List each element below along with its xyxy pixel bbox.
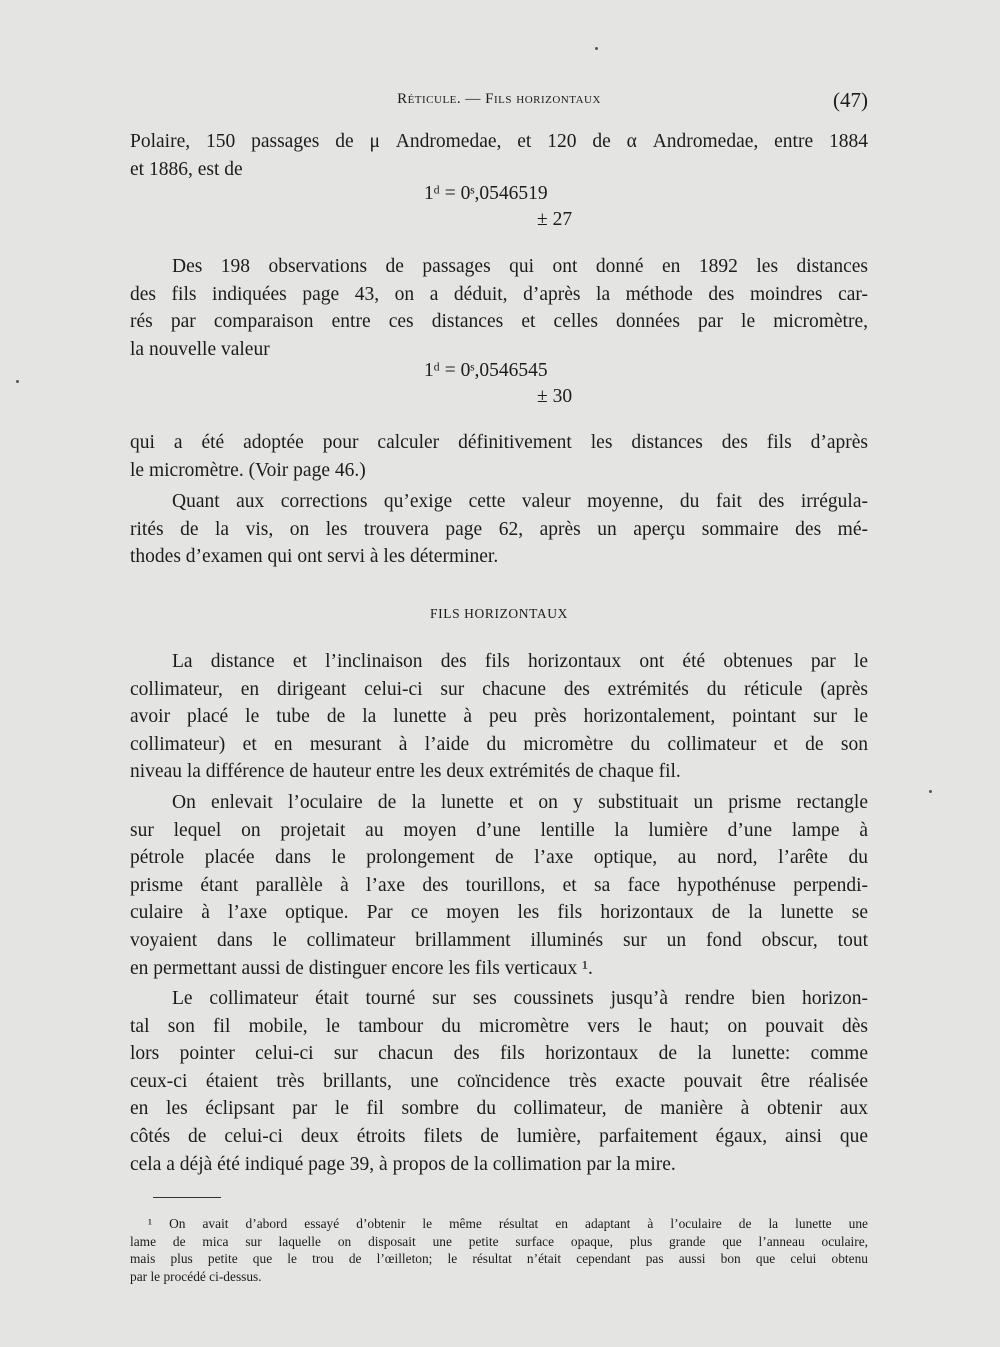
text-line: ceux-ci étaient très brillants, une coïncidence très exacte pouvait être réalisée xyxy=(130,1070,868,1092)
text-line: collimateur) et en mesurant à l’aide du micromètre du collimateur et de son xyxy=(130,733,868,755)
paragraph-corrections xyxy=(130,488,868,571)
running-title: Réticule. — Fils horizontaux xyxy=(397,91,601,107)
text-line: voyaient dans le collimateur brillamment illuminés sur un fond obscur, tout xyxy=(130,929,868,951)
footnote-rule xyxy=(153,1197,221,1198)
text-line: des fils indiquées page 43, on a déduit, d’après la méthode des moindres car- xyxy=(130,283,868,305)
formula-value: 1ᵈ = 0ˢ,0546519 xyxy=(424,183,548,204)
text-line: niveau la différence de hauteur entre les deux extrémités de chaque fil. xyxy=(130,761,681,783)
footnote-line: mais plus petite que le trou de l’œilleton; le résultat n’était cependant pas aussi bon que celui obtenu xyxy=(130,1251,868,1267)
text-line: Le collimateur était tourné sur ses coussinets jusqu’à rendre bien horizon- xyxy=(172,988,868,1009)
text-line: On enlevait l’oculaire de la lunette et on y substituait un prisme rectangle xyxy=(172,792,868,813)
footnote-line: ¹ On avait d’abord essayé d’obtenir le même résultat en adaptant à l’oculaire de la lunette une xyxy=(148,1216,868,1231)
page-number: (47) xyxy=(833,88,868,112)
text-line: rés par comparaison entre ces distances et celles données par le micromètre, xyxy=(130,311,868,333)
formula-error: ± 30 xyxy=(537,386,573,407)
paragraph-prism xyxy=(130,789,868,982)
text-line: et 1886, est de xyxy=(130,158,243,180)
text-line: cela a déjà été indiqué page 39, à propos de la collimation par la mire. xyxy=(130,1153,676,1175)
text-line: la nouvelle valeur xyxy=(130,338,270,360)
text-line: pétrole placée dans le prolongement de l’axe optique, au nord, l’arête du xyxy=(130,847,868,869)
text-line: tal son fil mobile, le tambour du micromètre vers le haut; on pouvait dès xyxy=(130,1015,868,1037)
paragraph-collimator xyxy=(130,985,868,1178)
text-line: qui a été adoptée pour calculer définitivement les distances des fils d’après xyxy=(130,432,868,453)
paragraph-observations xyxy=(130,253,868,363)
text-line: en permettant aussi de distinguer encore les fils verticaux ¹. xyxy=(130,957,593,979)
paper-speck xyxy=(595,47,598,50)
text-line: La distance et l’inclinaison des fils horizontaux ont été obtenues par le xyxy=(172,651,868,672)
text-line: Polaire, 150 passages de μ Andromedae, et 120 de α Andromedae, entre 1884 xyxy=(130,131,868,152)
formula-value: 1ᵈ = 0ˢ,0546545 xyxy=(424,360,548,381)
text-line: côtés de celui-ci deux étroits filets de lumière, parfaitement égaux, ainsi que xyxy=(130,1125,868,1147)
text-line: sur lequel on projetait au moyen d’une lentille la lumière d’une lampe à xyxy=(130,819,868,841)
paragraph-adopted xyxy=(130,429,868,484)
footnote xyxy=(130,1215,868,1285)
footnote-line: par le procédé ci-dessus. xyxy=(130,1268,262,1284)
text-line: en les éclipsant par le fil sombre du collimateur, de manière à obtenir aux xyxy=(130,1098,868,1120)
paper-speck xyxy=(929,790,932,793)
text-line: rités de la vis, on les trouvera page 62, après un aperçu sommaire des mé- xyxy=(130,518,868,540)
footnote-line: lame de mica sur laquelle on disposait une petite surface opaque, plus grande que l’anneau oculaire, xyxy=(130,1233,868,1249)
section-heading: FILS HORIZONTAUX xyxy=(430,606,568,621)
text-line: Quant aux corrections qu’exige cette valeur moyenne, du fait des irrégula- xyxy=(172,491,868,512)
formula-error: ± 27 xyxy=(537,209,573,230)
text-line: le micromètre. (Voir page 46.) xyxy=(130,459,366,481)
text-line: prisme étant parallèle à l’axe des tourillons, et sa face hypothénuse perpendi- xyxy=(130,874,868,896)
text-line: Des 198 observations de passages qui ont donné en 1892 les distances xyxy=(172,256,868,277)
text-line: collimateur, en dirigeant celui-ci sur chacune des extrémités du réticule (après xyxy=(130,678,868,700)
text-line: thodes d’examen qui ont servi à les déterminer. xyxy=(130,546,499,568)
paragraph-distance xyxy=(130,648,868,786)
paper-speck xyxy=(16,380,19,383)
text-line: lors pointer celui-ci sur chacun des fils horizontaux de la lunette: comme xyxy=(130,1043,868,1065)
paragraph-intro xyxy=(130,128,868,183)
text-line: avoir placé le tube de la lunette à peu près horizontalement, pointant sur le xyxy=(130,706,868,728)
text-line: culaire à l’axe optique. Par ce moyen les fils horizontaux de la lunette se xyxy=(130,902,868,924)
running-header xyxy=(130,88,868,114)
